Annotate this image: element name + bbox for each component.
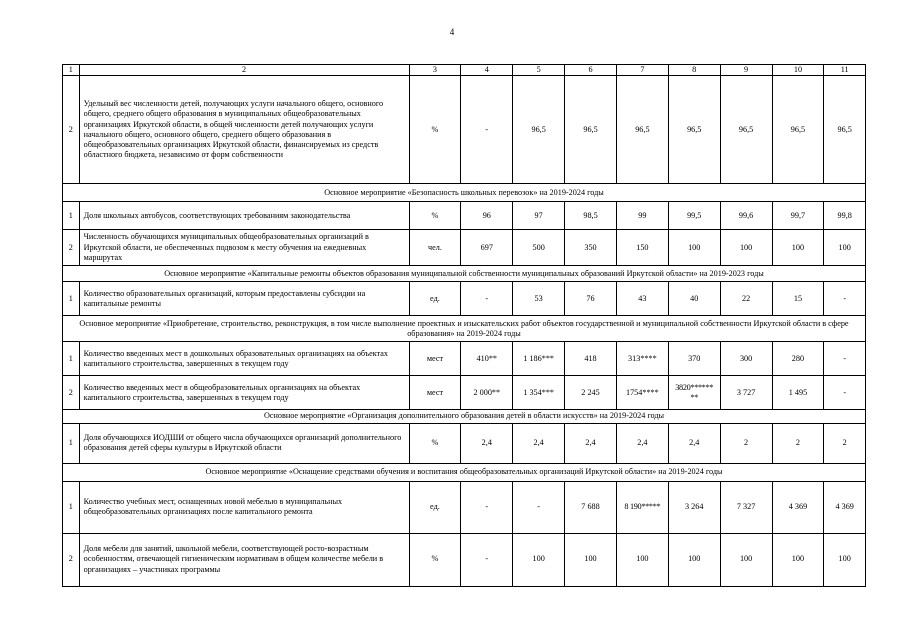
value-cell: 2 — [720, 423, 772, 463]
row-number: 1 — [63, 423, 80, 463]
table-row — [63, 481, 866, 533]
column-number: 2 — [79, 65, 409, 76]
table-row — [63, 202, 866, 230]
value-cell: 697 — [461, 230, 513, 266]
value-cell: 1 186*** — [513, 342, 565, 376]
column-number: 4 — [461, 65, 513, 76]
value-cell: 1 495 — [772, 376, 824, 410]
section-title: Основное мероприятие «Безопасность школьных перевозок» на 2019-2024 годы — [63, 184, 866, 202]
value-cell: 2,4 — [565, 423, 617, 463]
column-number: 7 — [616, 65, 668, 76]
unit-cell: ед. — [409, 282, 461, 316]
value-cell: 2 000** — [461, 376, 513, 410]
value-cell: 3 264 — [668, 481, 720, 533]
value-cell: 100 — [513, 533, 565, 586]
table-row — [63, 342, 866, 376]
value-cell: 99 — [616, 202, 668, 230]
section-row — [63, 316, 866, 342]
section-row — [63, 266, 866, 282]
value-cell: 96,5 — [824, 76, 866, 184]
indicator-description: Доля обучающихся ИОДШИ от общего числа обучающихся организаций дополнительного образования детей сферы культуры в Иркутской области — [79, 423, 409, 463]
indicator-description: Количество образовательных организаций, которым предоставлены субсидии на капитальные ремонты — [79, 282, 409, 316]
column-number: 10 — [772, 65, 824, 76]
column-number: 5 — [513, 65, 565, 76]
table-row — [63, 230, 866, 266]
value-cell: 280 — [772, 342, 824, 376]
value-cell: 100 — [824, 533, 866, 586]
column-number: 6 — [565, 65, 617, 76]
value-cell: 100 — [668, 533, 720, 586]
unit-cell: % — [409, 533, 461, 586]
value-cell: 100 — [668, 230, 720, 266]
indicator-description: Количество введенных мест в общеобразовательных организациях на объектах капитального строительства, завершенных в текущем году — [79, 376, 409, 410]
value-cell: 96 — [461, 202, 513, 230]
value-cell: 100 — [772, 533, 824, 586]
value-cell: - — [824, 342, 866, 376]
section-title: Основное мероприятие «Приобретение, строительство, реконструкция, в том числе выполнение проектных и изыскательских работ объектов государственной и муниципальной собственности Иркутской области в сфере образования» на 2019-2024 годы — [63, 316, 866, 342]
indicators-table — [62, 64, 866, 587]
value-cell: 4 369 — [824, 481, 866, 533]
unit-cell: % — [409, 423, 461, 463]
row-number: 1 — [63, 282, 80, 316]
indicator-description: Количество введенных мест в дошкольных образовательных организациях на объектах капитального строительства, завершенных в текущем году — [79, 342, 409, 376]
value-cell: 2 — [824, 423, 866, 463]
value-cell: 350 — [565, 230, 617, 266]
column-number: 1 — [63, 65, 80, 76]
value-cell: - — [461, 533, 513, 586]
page-number: 4 — [449, 27, 455, 37]
value-cell: 2,4 — [461, 423, 513, 463]
value-cell: 96,5 — [772, 76, 824, 184]
value-cell: 500 — [513, 230, 565, 266]
value-cell: 3820****** ** — [668, 376, 720, 410]
value-cell: 40 — [668, 282, 720, 316]
indicator-description: Доля мебели для занятий, школьной мебели, соответствующей росто-возрастным особенностям, отвечающей гигиеническим нормативам в общем количестве мебели в организациях – участниках программы — [79, 533, 409, 586]
table-row — [63, 533, 866, 586]
unit-cell: % — [409, 76, 461, 184]
value-cell: - — [461, 76, 513, 184]
value-cell: 2,4 — [668, 423, 720, 463]
row-number: 1 — [63, 202, 80, 230]
value-cell: 100 — [720, 230, 772, 266]
unit-cell: мест — [409, 376, 461, 410]
value-cell: 1 354*** — [513, 376, 565, 410]
table-row — [63, 423, 866, 463]
value-cell: 99,5 — [668, 202, 720, 230]
value-cell: 22 — [720, 282, 772, 316]
unit-cell: чел. — [409, 230, 461, 266]
value-cell: - — [461, 481, 513, 533]
value-cell: 43 — [616, 282, 668, 316]
indicator-description: Численность обучающихся муниципальных общеобразовательных организаций в Иркутской области, не обеспеченных подвозом к месту обучения на ежедневных маршрутах — [79, 230, 409, 266]
column-number: 9 — [720, 65, 772, 76]
value-cell: 99,7 — [772, 202, 824, 230]
value-cell: 96,5 — [720, 76, 772, 184]
table-row — [63, 376, 866, 410]
row-number: 1 — [63, 481, 80, 533]
value-cell: 97 — [513, 202, 565, 230]
value-cell: 99,6 — [720, 202, 772, 230]
value-cell: 7 688 — [565, 481, 617, 533]
table-row — [63, 282, 866, 316]
value-cell: 410** — [461, 342, 513, 376]
value-cell: 96,5 — [513, 76, 565, 184]
value-cell: 313**** — [616, 342, 668, 376]
column-number: 8 — [668, 65, 720, 76]
value-cell: 100 — [616, 533, 668, 586]
unit-cell: мест — [409, 342, 461, 376]
section-title: Основное мероприятие «Оснащение средствами обучения и воспитания общеобразовательных организаций Иркутской области» на 2019-2024 годы — [63, 463, 866, 481]
table-row — [63, 76, 866, 184]
indicator-description: Удельный вес численности детей, получающих услуги начального общего, основного общего, среднего общего образования в муниципальных общеобразовательных организациях Иркутской области, в общей численности детей получающих услуги начального общего, основного общего, среднего общего образования в общеобразовательных организациях Иркутской области, финансируемых из средств областного бюджета, независимо от форм собственности — [79, 76, 409, 184]
section-row — [63, 184, 866, 202]
value-cell: 418 — [565, 342, 617, 376]
column-number: 3 — [409, 65, 461, 76]
value-cell: 7 327 — [720, 481, 772, 533]
section-row — [63, 410, 866, 423]
value-cell: 100 — [772, 230, 824, 266]
value-cell: 1754**** — [616, 376, 668, 410]
row-number: 1 — [63, 342, 80, 376]
value-cell: 8 190***** — [616, 481, 668, 533]
unit-cell: % — [409, 202, 461, 230]
value-cell: 2 — [772, 423, 824, 463]
unit-cell: ед. — [409, 481, 461, 533]
value-cell: 15 — [772, 282, 824, 316]
value-cell: - — [824, 376, 866, 410]
value-cell: 100 — [720, 533, 772, 586]
section-title: Основное мероприятие «Капитальные ремонты объектов образования муниципальной собственности муниципальных образований Иркутской области» на 2019-2023 годы — [63, 266, 866, 282]
value-cell: 53 — [513, 282, 565, 316]
value-cell: 76 — [565, 282, 617, 316]
value-cell: 370 — [668, 342, 720, 376]
section-title: Основное мероприятие «Организация дополнительного образования детей в области искусств» на 2019-2024 годы — [63, 410, 866, 423]
value-cell: 4 369 — [772, 481, 824, 533]
table-header-row — [63, 65, 866, 76]
value-cell: 99,8 — [824, 202, 866, 230]
value-cell: 150 — [616, 230, 668, 266]
value-cell: 96,5 — [616, 76, 668, 184]
value-cell: 98,5 — [565, 202, 617, 230]
row-number: 2 — [63, 376, 80, 410]
column-number: 11 — [824, 65, 866, 76]
row-number: 2 — [63, 230, 80, 266]
value-cell: 3 727 — [720, 376, 772, 410]
value-cell: - — [824, 282, 866, 316]
value-cell: 2,4 — [616, 423, 668, 463]
indicator-description: Количество учебных мест, оснащенных новой мебелью в муниципальных общеобразовательных организациях после капитального ремонта — [79, 481, 409, 533]
value-cell: 96,5 — [668, 76, 720, 184]
value-cell: 96,5 — [565, 76, 617, 184]
value-cell: - — [461, 282, 513, 316]
value-cell: 300 — [720, 342, 772, 376]
row-number: 2 — [63, 76, 80, 184]
value-cell: 100 — [824, 230, 866, 266]
indicator-description: Доля школьных автобусов, соответствующих требованиям законодательства — [79, 202, 409, 230]
section-row — [63, 463, 866, 481]
value-cell: 2 245 — [565, 376, 617, 410]
value-cell: 2,4 — [513, 423, 565, 463]
row-number: 2 — [63, 533, 80, 586]
value-cell: 100 — [565, 533, 617, 586]
value-cell: - — [513, 481, 565, 533]
